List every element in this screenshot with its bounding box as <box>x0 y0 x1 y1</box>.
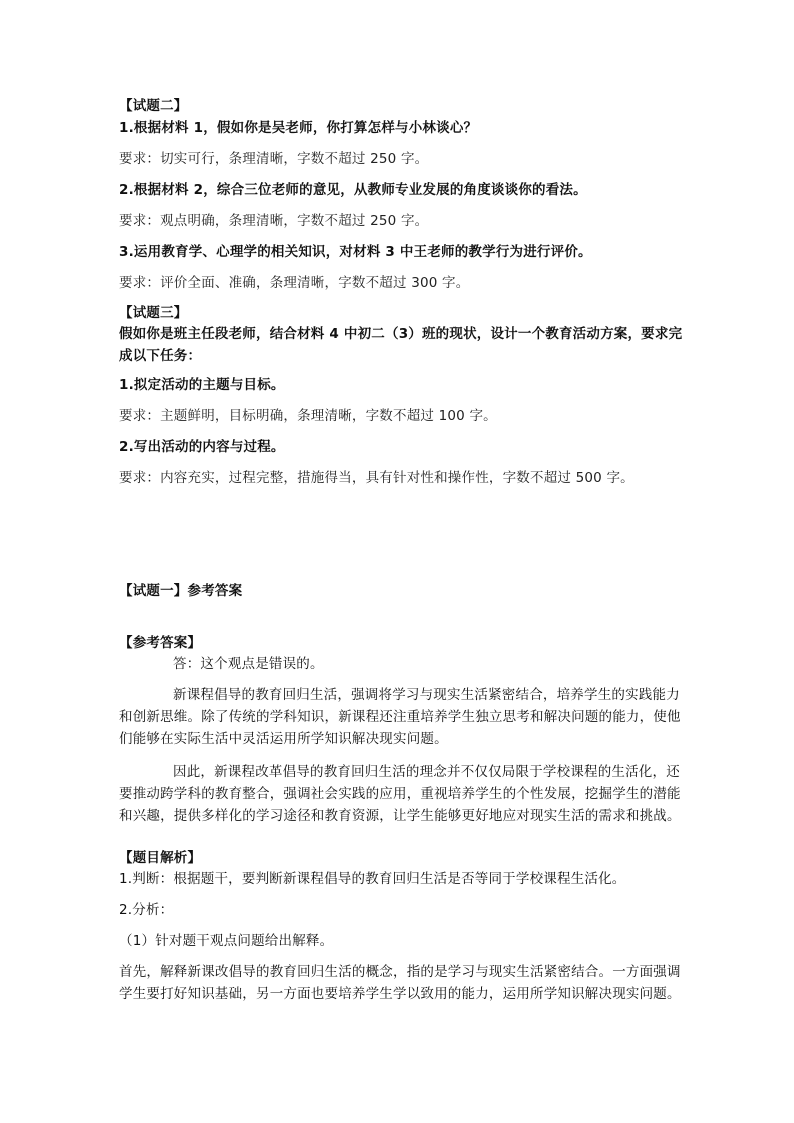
exam3-intro: 假如你是班主任段老师，结合材料 4 中初二（3）班的现状，设计一个教育活动方案，要求完成以下任务： <box>119 326 683 364</box>
exam3-task-2: 2.写出活动的内容与过程。 <box>119 439 285 455</box>
exam2-header: 【试题二】 <box>119 98 188 114</box>
exam3-task-1-requirement: 要求：主题鲜明，目标明确，条理清晰，字数不超过 100 字。 <box>119 408 497 424</box>
answer-paragraph-1: 答：这个观点是错误的。 <box>173 656 324 672</box>
answer1-title: 【试题一】参考答案 <box>119 583 243 599</box>
answer-paragraph-2: 新课程倡导的教育回归生活，强调将学习与现实生活紧密结合，培养学生的实践能力和创新思维。除了传统的学科知识，新课程还注重培养学生独立思考和解决问题的能力，使他们能够在实际生活中灵活运用所学知识解决现实问题。 <box>119 687 681 747</box>
answer-paragraph-3: 因此，新课程改革倡导的教育回归生活的理念并不仅仅局限于学校课程的生活化，还要推动跨学科的教育整合，强调社会实践的应用，重视培养学生的个性发展，挖掘学生的潜能和兴趣，提供多样化的学习途径和教育资源，让学生能够更好地应对现实生活的需求和挑战。 <box>119 764 681 824</box>
reference-answer-header: 【参考答案】 <box>119 635 202 651</box>
exam2-question-3-requirement: 要求：评价全面、准确，条理清晰，字数不超过 300 字。 <box>119 275 470 291</box>
analysis-judgement: 1.判断：根据题干，要判断新课程倡导的教育回归生活是否等同于学校课程生活化。 <box>119 871 626 887</box>
exam3-task-2-requirement: 要求：内容充实，过程完整，措施得当，具有针对性和操作性，字数不超过 500 字。 <box>119 470 634 486</box>
analysis-explanation: 首先，解释新课改倡导的教育回归生活的概念，指的是学习与现实生活紧密结合。一方面强调学生要打好知识基础，另一方面也要培养学生学以致用的能力，运用所学知识解决现实问题。 <box>119 964 681 1002</box>
analysis-point-1: （1）针对题干观点问题给出解释。 <box>119 933 334 949</box>
exam3-task-1: 1.拟定活动的主题与目标。 <box>119 377 285 393</box>
exam2-question-1-requirement: 要求：切实可行，条理清晰，字数不超过 250 字。 <box>119 151 429 167</box>
exam2-question-2: 2.根据材料 2，综合三位老师的意见，从教师专业发展的角度谈谈你的看法。 <box>119 182 587 198</box>
analysis-step-2: 2.分析： <box>119 902 174 918</box>
exam2-question-1: 1.根据材料 1，假如你是吴老师，你打算怎样与小林谈心？ <box>119 120 478 136</box>
exam3-header: 【试题三】 <box>119 305 188 321</box>
analysis-header: 【题目解析】 <box>119 850 202 866</box>
exam2-question-3: 3.运用教育学、心理学的相关知识，对材料 3 中王老师的教学行为进行评价。 <box>119 244 592 260</box>
exam2-question-2-requirement: 要求：观点明确，条理清晰，字数不超过 250 字。 <box>119 213 429 229</box>
